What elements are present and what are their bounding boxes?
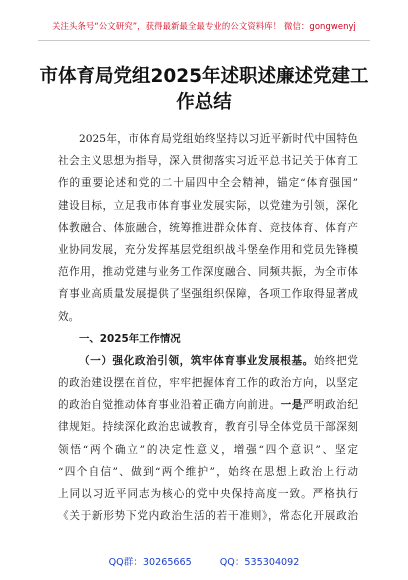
paragraph-text: 的政治自觉推动体育事业沿着正确方向前进。 bbox=[58, 399, 281, 412]
paragraph-line: 育事业高质量发展提供了坚强组织保障，各项工作取得显著成 bbox=[58, 288, 358, 301]
paragraph-line: 范作用，推动党建与业务工作深度融合、同频共振，为全市体 bbox=[58, 266, 358, 279]
paragraph-line: 2025年，市体育局党组始终坚持以习近平新时代中国特色 bbox=[79, 133, 358, 145]
header-banner: 关注头条号“公文研究”，获得最新最全最专业的公文资料库！ 微信：gongwenyj bbox=[52, 21, 356, 31]
paragraph-line: 建设目标，立足我市体育事业发展实际，以党建为引领，深化 bbox=[58, 199, 358, 212]
section-heading: 一、2025年工作情况 bbox=[79, 332, 181, 345]
paragraph-line: 体教融合、体旅融合，统筹推进群众体育、竞技体育、体育产 bbox=[58, 221, 358, 234]
emphasis-text: 一是 bbox=[280, 399, 303, 412]
qq-number: QQ：535304092 bbox=[219, 557, 300, 568]
paragraph-line: 律规矩。持续深化政治忠诚教育，教育引导全体党员干部深刻 bbox=[58, 421, 358, 434]
paragraph-line: 效。 bbox=[58, 310, 80, 323]
subsection-heading: （一）强化政治引领，筑牢体育事业发展根基。 bbox=[79, 354, 314, 367]
paragraph-line: 上同以习近平同志为核心的党中央保持高度一致。严格执行 bbox=[58, 488, 358, 500]
title-line-2: 作总结 bbox=[176, 92, 232, 113]
paragraph-line bbox=[58, 394, 358, 416]
document-body bbox=[58, 128, 358, 527]
title-line-1: 市体育局党组2025年述职述廉述党建工 bbox=[39, 66, 369, 87]
paragraph-line: “四个自信”、做到“两个维护”，始终在思想上政治上行动 bbox=[58, 465, 358, 478]
paragraph-line: 社会主义思想为指导，深入贯彻落实习近平总书记关于体育工 bbox=[58, 155, 358, 168]
subsection-text: 始终把党 bbox=[313, 354, 359, 367]
qq-group-number: QQ群：30265665 bbox=[108, 557, 192, 568]
paragraph-line: 业协同发展，充分发挥基层党组织战斗堡垒作用和党员先锋模 bbox=[58, 243, 358, 256]
paragraph-line: 作的重要论述和党的二十届四中全会精神，锚定“体育强国” bbox=[58, 177, 358, 190]
paragraph-line: 领悟“两个确立”的决定性意义，增强“四个意识”、坚定 bbox=[58, 443, 358, 456]
paragraph-line: 的政治建设摆在首位，牢牢把握体育工作的政治方向，以坚定 bbox=[58, 377, 358, 390]
paragraph-text: 严明政治纪 bbox=[302, 399, 359, 412]
subsection-line bbox=[58, 350, 358, 372]
header-divider bbox=[38, 40, 370, 41]
document-title bbox=[30, 64, 378, 116]
footer-contact bbox=[0, 554, 408, 568]
paragraph-line: 《关于新形势下党内政治生活的若干准则》，常态化开展政治 bbox=[58, 510, 358, 523]
